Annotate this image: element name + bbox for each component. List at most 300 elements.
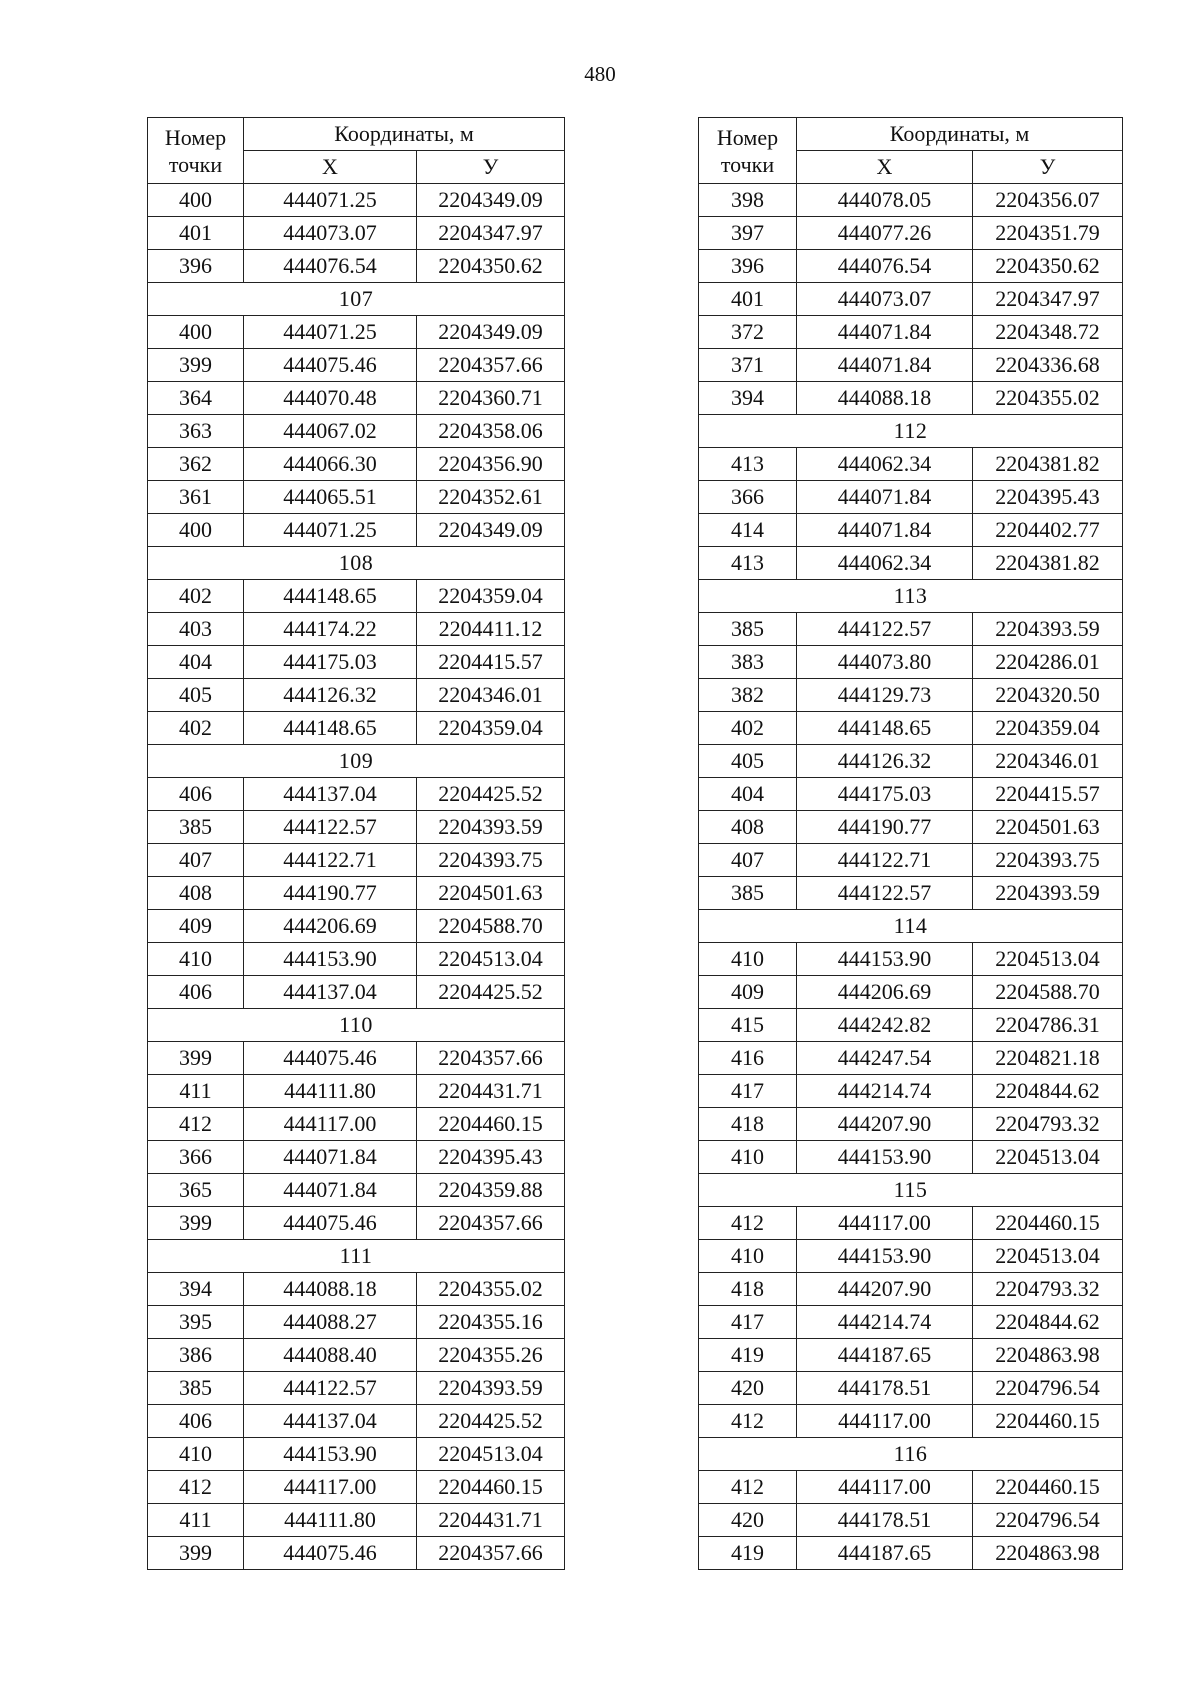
x-coordinate-cell: 444122.57 <box>244 811 417 844</box>
table-row <box>699 844 1123 877</box>
x-coordinate-cell: 444122.57 <box>797 877 973 910</box>
x-coordinate-cell: 444214.74 <box>797 1075 973 1108</box>
plot-group-row <box>699 415 1123 448</box>
y-coordinate-cell: 2204346.01 <box>973 745 1123 778</box>
y-coordinate-cell: 2204411.12 <box>417 613 565 646</box>
point-number-cell: 419 <box>699 1339 797 1372</box>
x-coordinate-cell: 444078.05 <box>797 184 973 217</box>
y-coordinate-cell: 2204355.26 <box>417 1339 565 1372</box>
y-coordinate-cell: 2204796.54 <box>973 1372 1123 1405</box>
point-number-cell: 372 <box>699 316 797 349</box>
point-number-cell: 398 <box>699 184 797 217</box>
y-coordinate-cell: 2204415.57 <box>973 778 1123 811</box>
x-coordinate-cell: 444126.32 <box>244 679 417 712</box>
plot-group-row <box>699 580 1123 613</box>
y-coordinate-cell: 2204358.06 <box>417 415 565 448</box>
table-row <box>148 481 565 514</box>
point-number-cell: 405 <box>148 679 244 712</box>
x-coordinate-cell: 444178.51 <box>797 1372 973 1405</box>
x-coordinate-cell: 444206.69 <box>244 910 417 943</box>
table-row <box>148 448 565 481</box>
y-header: У <box>417 151 565 184</box>
table-row <box>699 976 1123 1009</box>
table-row <box>699 514 1123 547</box>
table-row <box>148 316 565 349</box>
plot-group-label: 112 <box>699 415 1123 448</box>
table-row <box>699 1504 1123 1537</box>
point-number-cell: 408 <box>148 877 244 910</box>
table-row <box>148 646 565 679</box>
x-coordinate-cell: 444122.57 <box>797 613 973 646</box>
x-coordinate-cell: 444117.00 <box>797 1405 973 1438</box>
x-coordinate-cell: 444174.22 <box>244 613 417 646</box>
x-coordinate-cell: 444066.30 <box>244 448 417 481</box>
x-coordinate-cell: 444075.46 <box>244 349 417 382</box>
y-coordinate-cell: 2204360.71 <box>417 382 565 415</box>
x-coordinate-cell: 444071.84 <box>244 1141 417 1174</box>
table-row <box>699 1405 1123 1438</box>
x-header: X <box>797 151 973 184</box>
y-coordinate-cell: 2204395.43 <box>417 1141 565 1174</box>
y-coordinate-cell: 2204513.04 <box>973 943 1123 976</box>
table-row <box>699 712 1123 745</box>
x-coordinate-cell: 444175.03 <box>244 646 417 679</box>
y-coordinate-cell: 2204393.75 <box>417 844 565 877</box>
table-row <box>699 1075 1123 1108</box>
y-coordinate-cell: 2204356.07 <box>973 184 1123 217</box>
y-coordinate-cell: 2204863.98 <box>973 1537 1123 1570</box>
plot-group-label: 111 <box>148 1240 565 1273</box>
table-row <box>699 1042 1123 1075</box>
y-coordinate-cell: 2204347.97 <box>417 217 565 250</box>
point-number-cell: 412 <box>699 1471 797 1504</box>
x-coordinate-cell: 444075.46 <box>244 1207 417 1240</box>
x-coordinate-cell: 444088.18 <box>244 1273 417 1306</box>
x-coordinate-cell: 444117.00 <box>797 1207 973 1240</box>
y-coordinate-cell: 2204793.32 <box>973 1273 1123 1306</box>
point-number-cell: 413 <box>699 547 797 580</box>
y-coordinate-cell: 2204381.82 <box>973 448 1123 481</box>
x-coordinate-cell: 444126.32 <box>797 745 973 778</box>
point-number-header-line2: точки <box>168 151 223 177</box>
point-number-cell: 417 <box>699 1306 797 1339</box>
y-coordinate-cell: 2204352.61 <box>417 481 565 514</box>
table-row <box>148 811 565 844</box>
y-coordinate-cell: 2204821.18 <box>973 1042 1123 1075</box>
point-number-cell: 385 <box>699 877 797 910</box>
point-number-cell: 411 <box>148 1504 244 1537</box>
x-coordinate-cell: 444071.84 <box>797 316 973 349</box>
table-row <box>148 382 565 415</box>
x-header: X <box>244 151 417 184</box>
y-coordinate-cell: 2204844.62 <box>973 1306 1123 1339</box>
y-coordinate-cell: 2204356.90 <box>417 448 565 481</box>
point-number-cell: 407 <box>148 844 244 877</box>
point-number-cell: 412 <box>699 1207 797 1240</box>
y-coordinate-cell: 2204355.16 <box>417 1306 565 1339</box>
point-number-cell: 406 <box>148 1405 244 1438</box>
y-coordinate-cell: 2204357.66 <box>417 1207 565 1240</box>
x-coordinate-cell: 444076.54 <box>244 250 417 283</box>
point-number-cell: 383 <box>699 646 797 679</box>
x-coordinate-cell: 444071.84 <box>797 349 973 382</box>
table-row <box>699 217 1123 250</box>
y-coordinate-cell: 2204460.15 <box>973 1471 1123 1504</box>
point-number-cell: 382 <box>699 679 797 712</box>
point-number-cell: 385 <box>699 613 797 646</box>
point-number-cell: 399 <box>148 1207 244 1240</box>
point-number-cell: 399 <box>148 1537 244 1570</box>
table-row <box>699 1372 1123 1405</box>
y-coordinate-cell: 2204863.98 <box>973 1339 1123 1372</box>
x-coordinate-cell: 444242.82 <box>797 1009 973 1042</box>
table-row <box>148 1042 565 1075</box>
y-coordinate-cell: 2204513.04 <box>973 1141 1123 1174</box>
x-coordinate-cell: 444129.73 <box>797 679 973 712</box>
x-coordinate-cell: 444065.51 <box>244 481 417 514</box>
point-number-cell: 419 <box>699 1537 797 1570</box>
point-number-cell: 410 <box>148 943 244 976</box>
table-row <box>148 1339 565 1372</box>
table-row <box>699 1009 1123 1042</box>
plot-group-row <box>699 910 1123 943</box>
table-row <box>148 1075 565 1108</box>
y-coordinate-cell: 2204588.70 <box>973 976 1123 1009</box>
point-number-cell: 394 <box>699 382 797 415</box>
point-number-cell: 386 <box>148 1339 244 1372</box>
table-row <box>699 679 1123 712</box>
table-row <box>699 1207 1123 1240</box>
point-number-cell: 411 <box>148 1075 244 1108</box>
x-coordinate-cell: 444206.69 <box>797 976 973 1009</box>
y-coordinate-cell: 2204513.04 <box>417 1438 565 1471</box>
table-row <box>699 1273 1123 1306</box>
point-number-cell: 396 <box>148 250 244 283</box>
table-row <box>148 679 565 712</box>
table-row <box>699 283 1123 316</box>
plot-group-label: 114 <box>699 910 1123 943</box>
point-number-cell: 365 <box>148 1174 244 1207</box>
x-coordinate-cell: 444137.04 <box>244 1405 417 1438</box>
point-number-cell: 404 <box>148 646 244 679</box>
x-coordinate-cell: 444067.02 <box>244 415 417 448</box>
point-number-cell: 399 <box>148 349 244 382</box>
x-coordinate-cell: 444122.71 <box>244 844 417 877</box>
table-row <box>148 217 565 250</box>
table-row <box>148 415 565 448</box>
point-number-cell: 412 <box>699 1405 797 1438</box>
x-coordinate-cell: 444073.07 <box>797 283 973 316</box>
point-number-cell: 400 <box>148 514 244 547</box>
point-number-cell: 410 <box>699 1141 797 1174</box>
x-coordinate-cell: 444214.74 <box>797 1306 973 1339</box>
point-number-cell: 409 <box>699 976 797 1009</box>
page-number: 480 <box>584 62 616 86</box>
point-number-cell: 400 <box>148 184 244 217</box>
x-coordinate-cell: 444117.00 <box>244 1108 417 1141</box>
y-coordinate-cell: 2204425.52 <box>417 976 565 1009</box>
y-coordinate-cell: 2204350.62 <box>973 250 1123 283</box>
y-coordinate-cell: 2204460.15 <box>973 1207 1123 1240</box>
point-number-cell: 394 <box>148 1273 244 1306</box>
x-coordinate-cell: 444247.54 <box>797 1042 973 1075</box>
plot-group-label: 115 <box>699 1174 1123 1207</box>
x-coordinate-cell: 444148.65 <box>244 580 417 613</box>
point-number-cell: 363 <box>148 415 244 448</box>
table-row <box>148 580 565 613</box>
point-number-cell: 362 <box>148 448 244 481</box>
plot-group-row <box>699 1438 1123 1471</box>
table-row <box>148 1438 565 1471</box>
point-number-cell: 403 <box>148 613 244 646</box>
point-number-header <box>148 118 244 184</box>
table-row <box>148 778 565 811</box>
table-row <box>699 613 1123 646</box>
x-coordinate-cell: 444073.07 <box>244 217 417 250</box>
y-coordinate-cell: 2204393.59 <box>973 613 1123 646</box>
y-coordinate-cell: 2204286.01 <box>973 646 1123 679</box>
plot-group-row <box>699 1174 1123 1207</box>
point-number-cell: 410 <box>699 943 797 976</box>
point-number-cell: 404 <box>699 778 797 811</box>
x-coordinate-cell: 444111.80 <box>244 1504 417 1537</box>
y-coordinate-cell: 2204402.77 <box>973 514 1123 547</box>
y-coordinate-cell: 2204460.15 <box>973 1405 1123 1438</box>
point-number-cell: 400 <box>148 316 244 349</box>
x-coordinate-cell: 444076.54 <box>797 250 973 283</box>
point-number-cell: 402 <box>699 712 797 745</box>
y-coordinate-cell: 2204425.52 <box>417 1405 565 1438</box>
table-row <box>699 778 1123 811</box>
x-coordinate-cell: 444073.80 <box>797 646 973 679</box>
y-coordinate-cell: 2204588.70 <box>417 910 565 943</box>
point-number-cell: 416 <box>699 1042 797 1075</box>
point-number-cell: 406 <box>148 976 244 1009</box>
table-row <box>148 613 565 646</box>
y-coordinate-cell: 2204347.97 <box>973 283 1123 316</box>
point-number-cell: 396 <box>699 250 797 283</box>
y-coordinate-cell: 2204460.15 <box>417 1108 565 1141</box>
x-coordinate-cell: 444187.65 <box>797 1339 973 1372</box>
table-row <box>699 1306 1123 1339</box>
table-row <box>699 316 1123 349</box>
point-number-cell: 395 <box>148 1306 244 1339</box>
x-coordinate-cell: 444062.34 <box>797 547 973 580</box>
x-coordinate-cell: 444117.00 <box>244 1471 417 1504</box>
plot-group-row <box>148 1009 565 1042</box>
y-coordinate-cell: 2204431.71 <box>417 1504 565 1537</box>
table-row <box>699 448 1123 481</box>
plot-group-label: 110 <box>148 1009 565 1042</box>
point-number-cell: 406 <box>148 778 244 811</box>
plot-group-label: 108 <box>148 547 565 580</box>
x-coordinate-cell: 444071.84 <box>244 1174 417 1207</box>
x-coordinate-cell: 444122.71 <box>797 844 973 877</box>
x-coordinate-cell: 444148.65 <box>797 712 973 745</box>
y-coordinate-cell: 2204393.75 <box>973 844 1123 877</box>
table-row <box>148 976 565 1009</box>
plot-group-row <box>148 745 565 778</box>
table-row <box>148 1306 565 1339</box>
table-row <box>148 1207 565 1240</box>
table-row <box>148 1537 565 1570</box>
y-coordinate-cell: 2204393.59 <box>973 877 1123 910</box>
table-row <box>699 547 1123 580</box>
plot-group-row <box>148 547 565 580</box>
coordinates-table-right <box>698 117 1123 1570</box>
table-row <box>699 811 1123 844</box>
point-number-cell: 420 <box>699 1372 797 1405</box>
y-coordinate-cell: 2204393.59 <box>417 811 565 844</box>
plot-group-row <box>148 283 565 316</box>
y-header: У <box>973 151 1123 184</box>
point-number-header-line1: Номер <box>164 124 227 150</box>
y-coordinate-cell: 2204359.04 <box>417 580 565 613</box>
x-coordinate-cell: 444071.84 <box>797 514 973 547</box>
y-coordinate-cell: 2204460.15 <box>417 1471 565 1504</box>
point-number-cell: 418 <box>699 1108 797 1141</box>
table-row <box>699 646 1123 679</box>
table-row <box>148 250 565 283</box>
y-coordinate-cell: 2204348.72 <box>973 316 1123 349</box>
point-number-header-line1: Номер <box>716 124 779 150</box>
x-coordinate-cell: 444117.00 <box>797 1471 973 1504</box>
table-row <box>699 877 1123 910</box>
y-coordinate-cell: 2204381.82 <box>973 547 1123 580</box>
plot-group-label: 113 <box>699 580 1123 613</box>
y-coordinate-cell: 2204844.62 <box>973 1075 1123 1108</box>
y-coordinate-cell: 2204350.62 <box>417 250 565 283</box>
x-coordinate-cell: 444137.04 <box>244 778 417 811</box>
x-coordinate-cell: 444122.57 <box>244 1372 417 1405</box>
table-row <box>148 349 565 382</box>
x-coordinate-cell: 444062.34 <box>797 448 973 481</box>
x-coordinate-cell: 444153.90 <box>244 1438 417 1471</box>
x-coordinate-cell: 444075.46 <box>244 1042 417 1075</box>
point-number-cell: 414 <box>699 514 797 547</box>
table-row <box>699 1339 1123 1372</box>
x-coordinate-cell: 444077.26 <box>797 217 973 250</box>
x-coordinate-cell: 444190.77 <box>244 877 417 910</box>
coordinates-table-left-body <box>148 184 565 1570</box>
table-row <box>148 877 565 910</box>
y-coordinate-cell: 2204501.63 <box>417 877 565 910</box>
plot-group-label: 116 <box>699 1438 1123 1471</box>
x-coordinate-cell: 444153.90 <box>797 943 973 976</box>
point-number-cell: 415 <box>699 1009 797 1042</box>
point-number-cell: 364 <box>148 382 244 415</box>
x-coordinate-cell: 444070.48 <box>244 382 417 415</box>
x-coordinate-cell: 444153.90 <box>244 943 417 976</box>
point-number-cell: 413 <box>699 448 797 481</box>
point-number-cell: 366 <box>148 1141 244 1174</box>
table-row <box>699 382 1123 415</box>
x-coordinate-cell: 444071.84 <box>797 481 973 514</box>
table-row <box>148 1273 565 1306</box>
x-coordinate-cell: 444187.65 <box>797 1537 973 1570</box>
y-coordinate-cell: 2204395.43 <box>973 481 1123 514</box>
table-row <box>148 1471 565 1504</box>
y-coordinate-cell: 2204351.79 <box>973 217 1123 250</box>
plot-group-row <box>148 1240 565 1273</box>
table-row <box>699 1240 1123 1273</box>
point-number-cell: 371 <box>699 349 797 382</box>
x-coordinate-cell: 444071.25 <box>244 316 417 349</box>
x-coordinate-cell: 444137.04 <box>244 976 417 1009</box>
table-row <box>148 1108 565 1141</box>
point-number-cell: 420 <box>699 1504 797 1537</box>
y-coordinate-cell: 2204425.52 <box>417 778 565 811</box>
y-coordinate-cell: 2204359.88 <box>417 1174 565 1207</box>
y-coordinate-cell: 2204501.63 <box>973 811 1123 844</box>
point-number-cell: 409 <box>148 910 244 943</box>
y-coordinate-cell: 2204320.50 <box>973 679 1123 712</box>
point-number-cell: 366 <box>699 481 797 514</box>
y-coordinate-cell: 2204355.02 <box>973 382 1123 415</box>
table-row <box>699 1141 1123 1174</box>
point-number-cell: 418 <box>699 1273 797 1306</box>
point-number-cell: 417 <box>699 1075 797 1108</box>
point-number-cell: 412 <box>148 1471 244 1504</box>
table-row <box>148 514 565 547</box>
y-coordinate-cell: 2204349.09 <box>417 184 565 217</box>
table-row <box>148 1372 565 1405</box>
y-coordinate-cell: 2204346.01 <box>417 679 565 712</box>
table-row <box>148 184 565 217</box>
y-coordinate-cell: 2204786.31 <box>973 1009 1123 1042</box>
x-coordinate-cell: 444088.40 <box>244 1339 417 1372</box>
coordinates-table-right-body <box>699 184 1123 1570</box>
table-row <box>148 712 565 745</box>
x-coordinate-cell: 444071.25 <box>244 514 417 547</box>
point-number-cell: 402 <box>148 580 244 613</box>
y-coordinate-cell: 2204793.32 <box>973 1108 1123 1141</box>
point-number-cell: 402 <box>148 712 244 745</box>
y-coordinate-cell: 2204513.04 <box>417 943 565 976</box>
y-coordinate-cell: 2204796.54 <box>973 1504 1123 1537</box>
y-coordinate-cell: 2204357.66 <box>417 1537 565 1570</box>
table-row <box>699 1471 1123 1504</box>
table-row <box>699 1108 1123 1141</box>
x-coordinate-cell: 444148.65 <box>244 712 417 745</box>
point-number-cell: 408 <box>699 811 797 844</box>
y-coordinate-cell: 2204357.66 <box>417 1042 565 1075</box>
table-row <box>699 481 1123 514</box>
coordinates-header: Координаты, м <box>797 118 1123 151</box>
table-row <box>148 1504 565 1537</box>
table-row <box>699 184 1123 217</box>
y-coordinate-cell: 2204357.66 <box>417 349 565 382</box>
table-row <box>699 1537 1123 1570</box>
point-number-cell: 385 <box>148 811 244 844</box>
table-row <box>699 943 1123 976</box>
table-row <box>148 943 565 976</box>
table-row <box>148 1405 565 1438</box>
x-coordinate-cell: 444075.46 <box>244 1537 417 1570</box>
point-number-cell: 401 <box>699 283 797 316</box>
table-row <box>699 250 1123 283</box>
x-coordinate-cell: 444153.90 <box>797 1240 973 1273</box>
table-row <box>148 1141 565 1174</box>
point-number-cell: 397 <box>699 217 797 250</box>
y-coordinate-cell: 2204359.04 <box>973 712 1123 745</box>
x-coordinate-cell: 444190.77 <box>797 811 973 844</box>
y-coordinate-cell: 2204513.04 <box>973 1240 1123 1273</box>
y-coordinate-cell: 2204359.04 <box>417 712 565 745</box>
point-number-cell: 361 <box>148 481 244 514</box>
y-coordinate-cell: 2204393.59 <box>417 1372 565 1405</box>
plot-group-label: 107 <box>148 283 565 316</box>
